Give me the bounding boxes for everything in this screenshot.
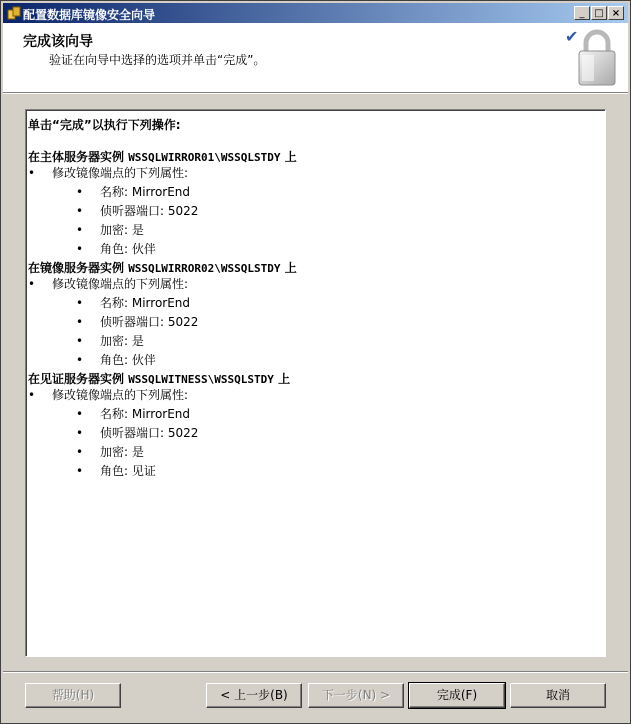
summary-intro: 单击“完成”以执行下列操作:	[28, 118, 181, 132]
section-heading: 在主体服务器实例 WSSQLWIRROR01\WSSQLSTDY 上	[28, 150, 297, 164]
header-divider	[3, 92, 628, 94]
finish-button[interactable]: 完成(F)	[409, 683, 505, 708]
property-item: • 名称: MirrorEnd	[76, 296, 191, 310]
checkmark-icon: ✔	[565, 27, 579, 46]
title-bar[interactable]	[3, 3, 628, 23]
cancel-button[interactable]: 取消	[510, 683, 606, 708]
summary-panel[interactable]	[25, 109, 606, 657]
wizard-app-icon	[7, 6, 21, 20]
property-item: • 加密: 是	[76, 223, 144, 237]
wizard-header	[3, 23, 628, 92]
property-item: • 侦听器端口: 5022	[76, 204, 199, 218]
page-title: 完成该向导	[23, 34, 93, 50]
property-item: • 加密: 是	[76, 334, 144, 348]
section-heading: 在镜像服务器实例 WSSQLWIRROR02\WSSQLSTDY 上	[28, 261, 297, 275]
back-button[interactable]: < 上一步(B)	[206, 683, 302, 708]
window-title: 配置数据库镜像安全向导	[23, 8, 156, 22]
footer-divider	[3, 671, 628, 673]
list-item: • 修改镜像端点的下列属性:	[28, 277, 189, 291]
section-heading: 在见证服务器实例 WSSQLWITNESS\WSSQLSTDY 上	[28, 372, 291, 386]
property-item: • 加密: 是	[76, 445, 144, 459]
next-button[interactable]: 下一步(N) >	[308, 683, 404, 708]
property-item: • 名称: MirrorEnd	[76, 185, 191, 199]
lock-icon	[576, 27, 618, 87]
property-item: • 名称: MirrorEnd	[76, 407, 191, 421]
property-item: • 侦听器端口: 5022	[76, 315, 199, 329]
close-button[interactable]: ×	[608, 6, 624, 20]
property-item: • 角色: 见证	[76, 464, 156, 478]
help-button[interactable]: 帮助(H)	[25, 683, 121, 708]
property-item: • 角色: 伙伴	[76, 242, 156, 256]
maximize-button[interactable]: □	[591, 6, 607, 20]
property-item: • 角色: 伙伴	[76, 353, 156, 367]
list-item: • 修改镜像端点的下列属性:	[28, 166, 189, 180]
list-item: • 修改镜像端点的下列属性:	[28, 388, 189, 402]
property-item: • 侦听器端口: 5022	[76, 426, 199, 440]
page-subtitle: 验证在向导中选择的选项并单击“完成”。	[49, 53, 266, 67]
minimize-button[interactable]: _	[574, 6, 590, 20]
